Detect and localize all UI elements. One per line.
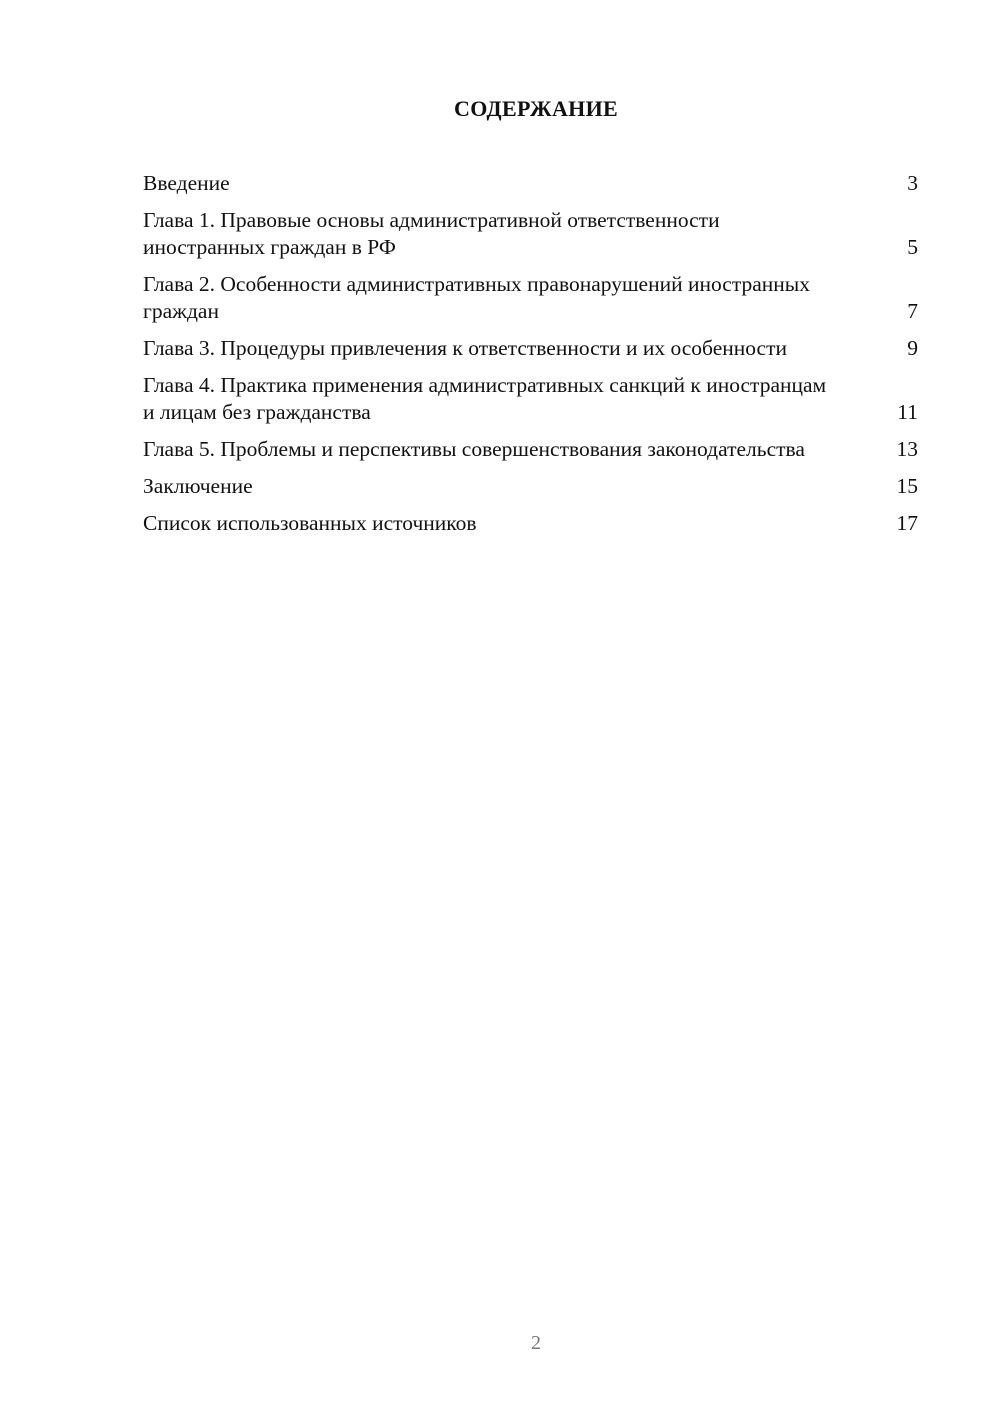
toc-entry-page: 5 [907,235,918,259]
toc-entry[interactable] [143,207,918,261]
toc-entry-page: 15 [896,474,918,498]
toc-entry-title: Глава 4. Практика применения административных санкций к иностранцам и лицам без гражданства [143,373,827,424]
page-number: 2 [531,1332,541,1354]
toc-entry-page: 7 [907,299,918,323]
toc-entry[interactable] [143,372,918,426]
toc-entry[interactable] [143,335,918,362]
toc-entry[interactable] [143,510,918,537]
toc-entry-title: Введение [143,171,230,195]
toc-entry[interactable] [143,271,918,325]
toc-entry[interactable] [143,170,918,197]
toc-entry-title: Заключение [143,474,253,498]
toc-entry-page: 17 [896,511,918,535]
toc-entry-page: 9 [907,336,918,360]
toc-entry[interactable] [143,473,918,500]
toc-entry-page: 13 [896,437,918,461]
table-of-contents [143,170,918,547]
toc-entry-title: Глава 5. Проблемы и перспективы совершенствования законодательства [143,437,805,461]
toc-entry-page: 3 [907,171,918,195]
toc-entry-page: 11 [897,400,918,424]
toc-entry[interactable] [143,436,918,463]
page-title: СОДЕРЖАНИЕ [454,96,618,121]
toc-entry-title: Глава 1. Правовые основы административной ответственности иностранных граждан в РФ [143,208,720,259]
toc-entry-title: Глава 3. Процедуры привлечения к ответственности и их особенности [143,336,787,360]
toc-entry-title: Глава 2. Особенности административных правонарушений иностранных граждан [143,272,810,323]
toc-entry-title: Список использованных источников [143,511,477,535]
